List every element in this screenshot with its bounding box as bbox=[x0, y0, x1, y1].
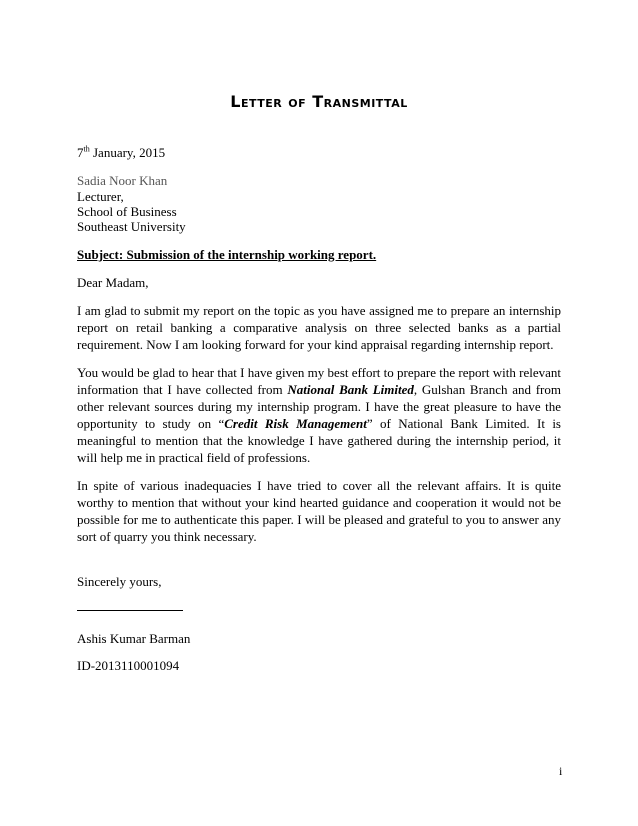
recipient-institution: Southeast University bbox=[77, 219, 186, 234]
closing: Sincerely yours, bbox=[77, 574, 162, 589]
paragraph-2-part-3: ” of National Bank Limited. It is meaningful to mention that the knowledge I have gathered during the internship period, it will help me in practical field of professions. bbox=[77, 416, 561, 465]
letter-subject: Subject: Submission of the internship working report. bbox=[77, 247, 377, 262]
recipient-department: School of Business bbox=[77, 204, 177, 219]
paragraph-2-part-1: You would be glad to hear that I have given my best effort to prepare the report with relevant information that I have collected from bbox=[77, 365, 561, 397]
sender-name: Ashis Kumar Barman bbox=[77, 631, 191, 646]
date-day: 7 bbox=[77, 145, 84, 160]
report-topic: Credit Risk Management bbox=[224, 416, 367, 431]
paragraph-1: I am glad to submit my report on the topic as you have assigned me to prepare an internship report on retail banking a comparative analysis on three selected banks as a partial requirement. Now I am looking forward for your kind appraisal regarding internship report. bbox=[77, 303, 561, 352]
signature-line bbox=[77, 610, 183, 611]
letter-date bbox=[77, 144, 165, 161]
paragraph-2-block bbox=[77, 364, 561, 466]
recipient-name: Sadia Noor Khan bbox=[77, 173, 168, 188]
bank-name: National Bank Limited bbox=[287, 382, 414, 397]
date-suffix: th bbox=[83, 144, 90, 154]
page-number: i bbox=[559, 764, 563, 778]
recipient-position: Lecturer, bbox=[77, 189, 124, 204]
date-rest: January, 2015 bbox=[89, 145, 166, 160]
salutation: Dear Madam, bbox=[77, 275, 149, 290]
paragraph-3-block bbox=[77, 477, 561, 545]
sender-id: ID-2013110001094 bbox=[77, 658, 180, 673]
page-title: Letter of Transmittal bbox=[230, 92, 408, 111]
paragraph-1-block bbox=[77, 302, 561, 353]
paragraph-2-part-2: , Gulshan Branch and from other relevant sources during my internship program. I have the great pleasure to have the opportunity to study on “ bbox=[77, 382, 561, 431]
paragraph-2 bbox=[77, 364, 561, 466]
paragraph-3: In spite of various inadequacies I have tried to cover all the relevant affairs. It is quite worthy to mention that without your kind hearted guidance and cooperation it would not be possible for me to authenticate this paper. I will be pleased and grateful to you to answer any sort of quarry you think necessary. bbox=[77, 478, 561, 544]
